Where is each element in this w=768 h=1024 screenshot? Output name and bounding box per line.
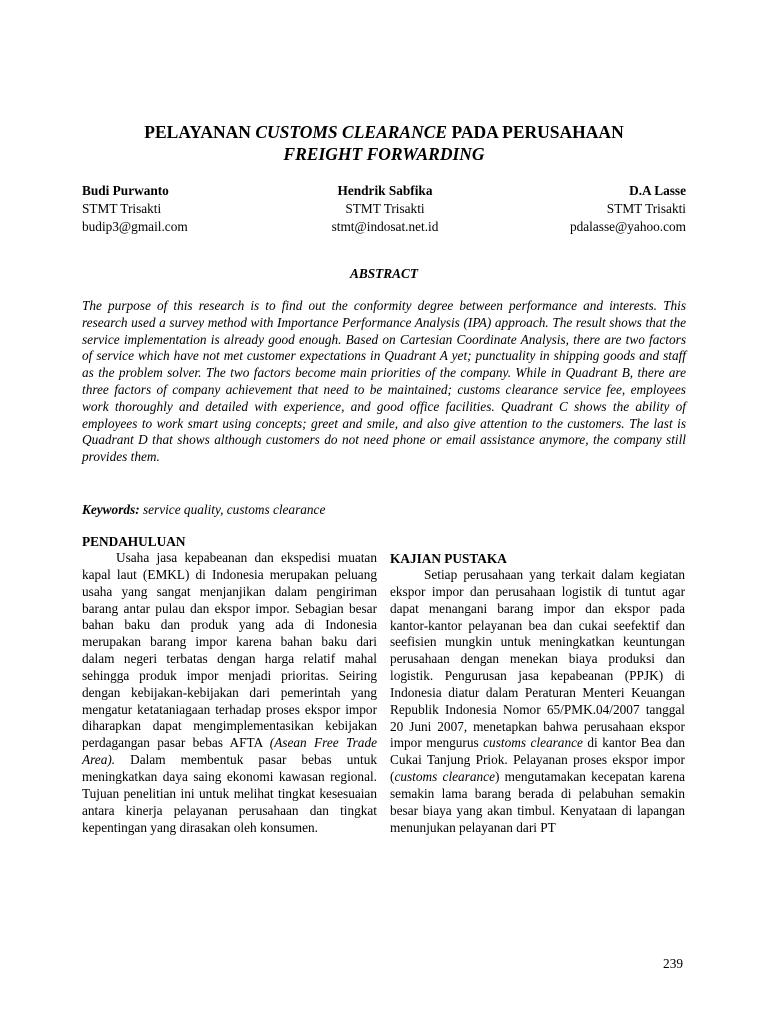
- author-affiliation: STMT Trisakti: [82, 201, 162, 216]
- author-name: Budi Purwanto: [82, 183, 169, 198]
- right-column: [390, 550, 685, 837]
- author-block-1: [82, 182, 188, 236]
- author-block-3: [570, 182, 686, 236]
- keywords-text: service quality, customs clearance: [139, 502, 326, 517]
- author-email: budip3@gmail.com: [82, 219, 188, 234]
- author-email: pdalasse@yahoo.com: [569, 219, 686, 234]
- abstract-text: The purpose of this research is to find out the conformity degree between performance and interests. This research used a survey method with Importance Performance Analysis (IPA) approach. The result shows that the service implementation is already good enough. Based on Cartesian Coordinate Analysis, there are two factors of service which have not met customer expectations in Quadrant A yet; punctuality in shipping goods and staff as the problem solver. The two factors become main priorities of the company. While in Quadrant B, there are three factors of company achievement that need to be maintained; customs clearance service fee, employees work thoroughly and detailed with experience, and good office facilities. Quadrant C shows the ability of employees to work smart using concepts; greet and smile, and also give attention to the customers. The last is Quadrant D that shows although customers do not need phone or email assistance anymore, the company still provides them.: [82, 298, 686, 465]
- paper-title: [82, 121, 686, 165]
- title-line-2: FREIGHT FORWARDING: [283, 144, 485, 164]
- left-column: [82, 533, 377, 836]
- title-italic-term: CUSTOMS CLEARANCE: [255, 122, 448, 142]
- keywords-label: Keywords:: [82, 502, 140, 517]
- section-heading-kajian-pustaka: KAJIAN PUSTAKA: [390, 551, 507, 566]
- author-name: Hendrik Sabfika: [337, 183, 433, 198]
- keywords: [82, 501, 325, 518]
- kajian-pustaka-paragraph: Setiap perusahaan yang terkait dalam kegiatan ekspor impor dan perusahaan logistik di tuntut agar dapat menangani barang impor dan ekspor pada kantor-kantor pelayanan bea dan cukai seefektif dan seefisien mungkin untuk meningkatkan keuntungan perusahaan dengan menekan biaya produksi dan logistik. Pengurusan jasa kepabeanan (PPJK) di Indonesia diatur dalam Peraturan Menteri Keuangan Republik Indonesia Nomor 65/PMK.04/2007 tanggal 20 Juni 2007, menetapkan bahwa perusahaan ekspor impor mengurus customs clearance di kantor Bea dan Cukai Tanjung Priok. Pelayanan proses ekspor impor (customs clearance) mengutamakan kecepatan karena semakin lama barang berada di pelabuhan semakin besar biaya yang akan timbul. Kenyataan di lapangan menunjukan pelayanan dari PT: [390, 567, 685, 835]
- author-email: stmt@indosat.net.id: [331, 219, 439, 234]
- pendahuluan-paragraph: Usaha jasa kepabeanan dan ekspedisi muatan kapal laut (EMKL) di Indonesia merupakan peluang usaha yang sangat menjanjikan dalam pengiriman barang antar pulau dan ekspor impor. Sebagian besar bahan baku dan produk yang ada di Indonesia merupakan barang impor karena bahan baku dari dalam negeri terbatas dengan harga relatif mahal sehingga produk impor menjadi prioritas. Seiring dengan kebijakan-kebijakan dari pemerintah yang mengatur ketataniagaan terhadap proses ekspor impor diharapkan dapat mengimplementasikan kebijakan perdagangan pasar bebas AFTA (Asean Free Trade Area). Dalam membentuk pasar bebas untuk meningkatkan daya saing ekonomi kawasan regional. Tujuan penelitian ini untuk melihat tingkat kesesuaian antara kinerja pelayanan perusahaan dan tingkat kepentingan yang dirasakan oleh konsumen.: [82, 550, 377, 835]
- author-block-2: [305, 182, 465, 236]
- author-affiliation: STMT Trisakti: [345, 201, 425, 216]
- section-heading-pendahuluan: PENDAHULUAN: [82, 534, 186, 549]
- author-name: D.A Lasse: [629, 183, 686, 198]
- author-affiliation: STMT Trisakti: [606, 201, 686, 216]
- abstract-heading: ABSTRACT: [350, 266, 418, 281]
- title-line-1: PELAYANAN CUSTOMS CLEARANCE PADA PERUSAHAAN: [144, 122, 624, 142]
- page-number: 239: [663, 956, 683, 971]
